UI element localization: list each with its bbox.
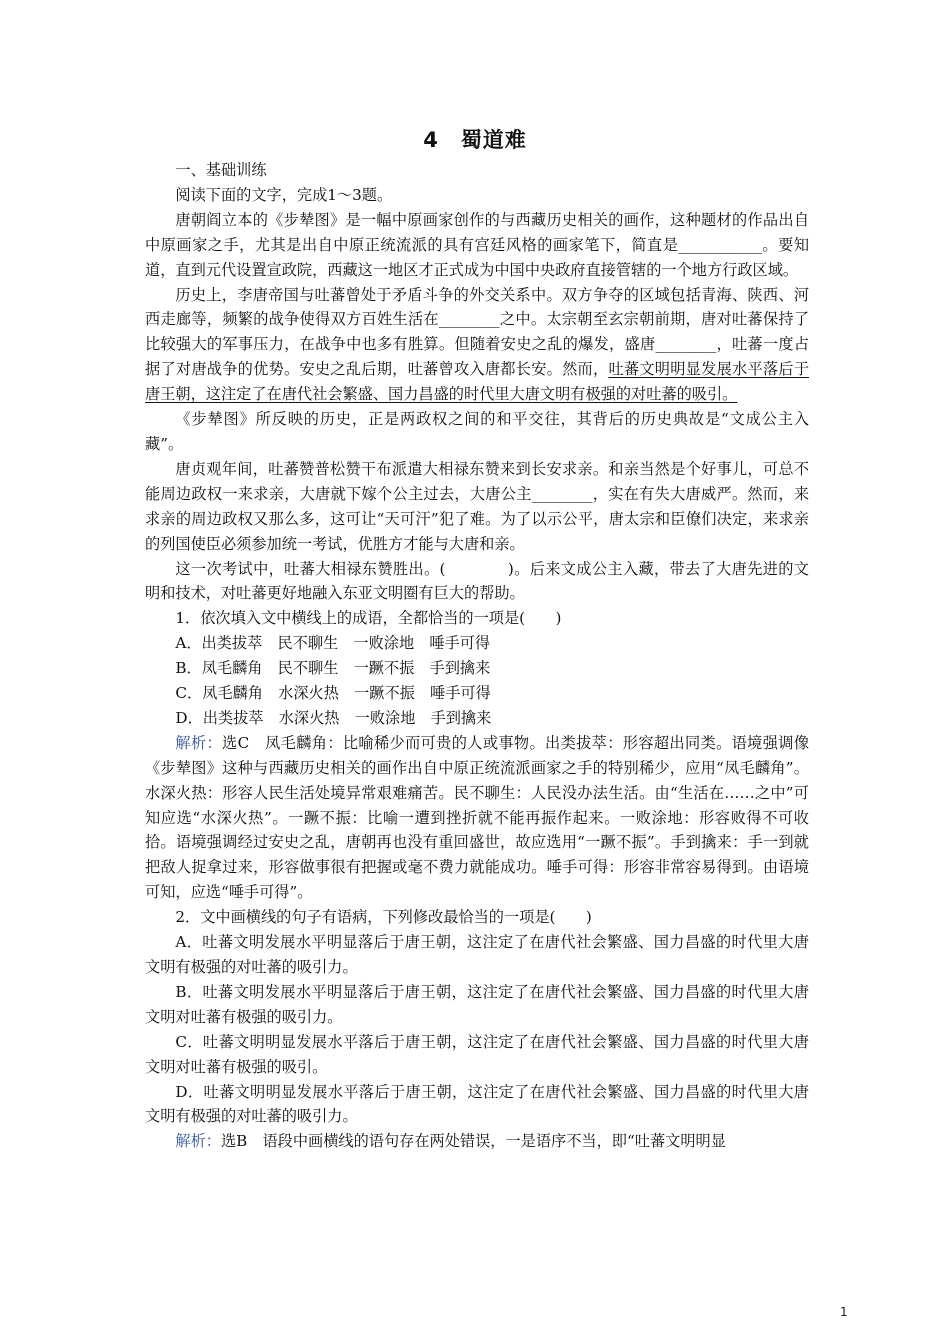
question-2-option-a: A．吐蕃文明发展水平明显落后于唐王朝，这注定了在唐代社会繁盛、国力昌盛的时代里大唐文明有极强的对吐蕃的吸引力。 <box>145 933 809 976</box>
question-1-option-a: A．出类拔萃 民不聊生 一败涂地 唾手可得 <box>175 634 491 653</box>
question-2-stem: 2．文中画横线的句子有语病，下列修改最恰当的一项是( ) <box>175 908 592 927</box>
passage-paragraph-3: 《步辇图》所反映的历史，正是两政权之间的和平交往，其背后的历史典故是“文成公主入藏”。 <box>145 410 809 453</box>
passage-paragraph-2 <box>145 283 809 408</box>
question-2-option-d: D．吐蕃文明明显发展水平落后于唐王朝，这注定了在唐代社会繁盛、国力昌盛的时代里大唐文明有极强的对吐蕃的吸引力。 <box>145 1082 809 1126</box>
underlined-sentence: 吐蕃文明明显发展水平落后于唐王朝，这注定了在唐代社会繁盛、国力昌盛的时代里大唐文明有极强的对吐蕃的吸引。 <box>145 360 810 404</box>
question-2-option-c: C．吐蕃文明明显发展水平落后于唐王朝，这注定了在唐代社会繁盛、国力昌盛的时代里大唐文明对吐蕃有极强的吸引。 <box>145 1032 809 1076</box>
analysis-text: 选B 语段中画横线的语句存在两处错误，一是语序不当，即“吐蕃文明明显 <box>220 1132 726 1151</box>
analysis-text: 选C 凤毛麟角：比喻稀少而可贵的人或事物。出类拔萃：形容超出同类。语境强调像《步辇图》这种与西藏历史相关的画作出自中原正统流派画家之手的特别稀少，应用“凤毛麟角”。水深火热：形容人民生活处境异常艰难痛苦。民不聊生：人民没办法生活。由“生活在……之中”可知应选“水深火热”。一蹶不振：比喻一遭到挫折就不能再振作起来。一败涂地：形容败得不可收拾。语境强调经过安史之乱，唐朝再也没有重回盛世，故应选用“一蹶不振”。手到擒来：手一到就把敌人捉拿过来，形容做事很有把握或毫不费力就能成功。唾手可得：形容非常容易得到。由语境可知，应选“唾手可得”。 <box>145 733 810 902</box>
paragraph-2-text: 历史上，李唐帝国与吐蕃曾处于矛盾斗争的外交关系中。双方争夺的区域包括青海、陕西、河西走廊等，频繁的战争使得双方百姓生活在________之中。太宗朝至玄宗朝前期，唐对吐蕃保持了比较强大的军事压力，在战争中也多有胜算。但随着安史之乱的爆发，盛唐________，吐蕃一度占据了对唐战争的优势。安史之乱后期，吐蕃曾攻入唐都长安。然而， <box>145 285 809 379</box>
passage-paragraph-5: 这一次考试中，吐蕃大相禄东赞胜出。( )。后来文成公主入藏，带去了大唐先进的文明和技术，对吐蕃更好地融入东亚文明圈有巨大的帮助。 <box>145 559 809 603</box>
page-title: 4 蜀道难 <box>423 128 527 152</box>
question-1-option-d: D．出类拔萃 水深火热 一败涂地 手到擒来 <box>175 708 492 727</box>
question-1-stem: 1．依次填入文中横线上的成语，全都恰当的一项是( ) <box>175 609 562 628</box>
question-1-analysis <box>145 731 809 905</box>
page-number: 1 <box>840 1305 848 1319</box>
analysis-label: 解析： <box>175 733 223 752</box>
section-heading: 一、基础训练 <box>175 161 267 179</box>
passage-paragraph-4: 唐贞观年间，吐蕃赞普松赞干布派遣大相禄东赞来到长安求亲。和亲当然是个好事儿，可总不能周边政权一来求亲，大唐就下嫁个公主过去，大唐公主________，实在有失大唐威严。然而，来求亲的周边政权又那么多，这可让“天可汗”犯了难。为了以示公平，唐太宗和臣僚们决定，来求亲的列国使臣必须参加统一考试，优胜方才能与大唐和亲。 <box>145 459 809 553</box>
document-body <box>145 158 809 1154</box>
analysis-label: 解析： <box>175 1132 221 1151</box>
question-2-analysis <box>145 1129 809 1154</box>
question-2-option-b: B．吐蕃文明发展水平明显落后于唐王朝，这注定了在唐代社会繁盛、国力昌盛的时代里大唐文明对吐蕃有极强的吸引力。 <box>145 982 809 1026</box>
reading-instruction: 阅读下面的文字，完成1～3题。 <box>175 185 393 204</box>
passage-paragraph-1: 唐朝阎立本的《步辇图》是一幅中原画家创作的与西藏历史相关的画作，这种题材的作品出自中原画家之手，尤其是出自中原正统流派的具有宫廷风格的画家笔下，简直是___________。要知道，直到元代设置宣政院，西藏这一地区才正式成为中国中央政府直接管辖的一个地方行政区域。 <box>145 210 809 279</box>
question-1-option-c: C．凤毛麟角 水深火热 一蹶不振 唾手可得 <box>175 684 491 703</box>
question-1-option-b: B．凤毛麟角 民不聊生 一蹶不振 手到擒来 <box>175 659 491 678</box>
